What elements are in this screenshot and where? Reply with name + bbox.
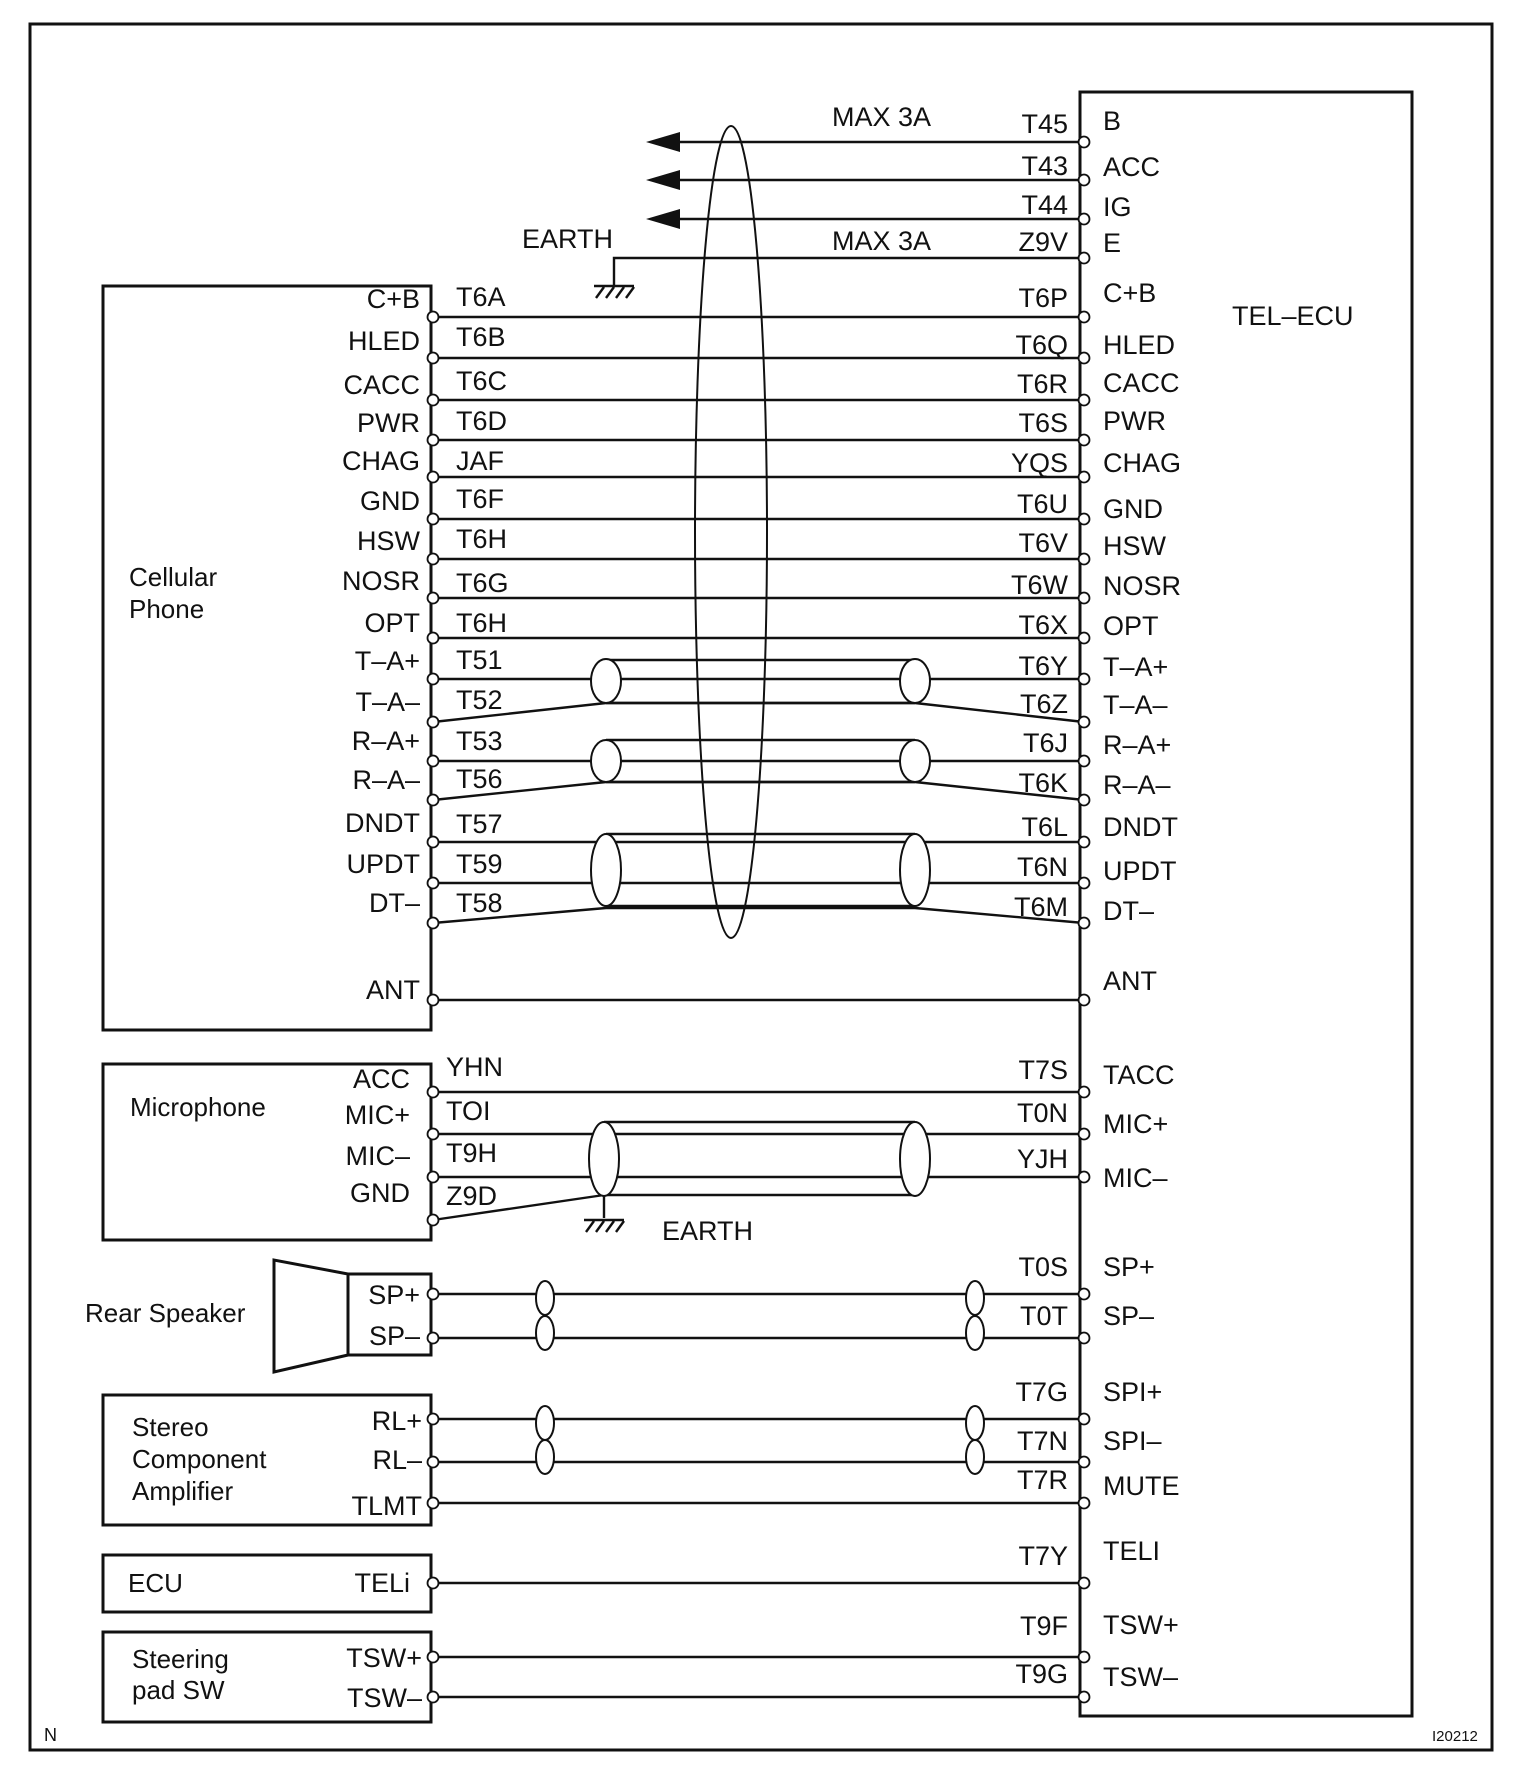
corner-mark: N [44,1725,57,1745]
phone-pin-name-r-a: R–A+ [351,726,420,756]
mic-wire-code-acc: YHN [446,1052,504,1082]
ecu-pin-code-gnd: T6U [1016,489,1068,519]
terminal-dot [428,717,439,728]
terminal-dot [1079,593,1090,604]
ecu-pin-teli: TELi [354,1568,410,1598]
ecu-pin-code-hsw: T6V [1018,528,1068,558]
ecu-pin-name-dndt: DNDT [1103,812,1178,842]
microphone-pins [345,1052,503,1226]
phone-wire-code-hled: T6B [456,322,506,352]
ecu-pin-code-acc: T43 [1021,151,1068,181]
speaker-icon [274,1260,348,1372]
terminal-dot [428,1172,439,1183]
ecu-pin-code-r-a: T6J [1022,728,1068,758]
ecu-pin-name-r-a: R–A+ [1103,730,1172,760]
peripheral-pins [346,1280,438,1713]
terminal-dot [1079,514,1090,525]
phone-pin-name-hled: HLED [347,326,420,356]
ecu-pin-name-mic: MIC– [1103,1163,1168,1193]
ecu-pin-code-sp: T0S [1018,1252,1068,1282]
ecu-pin-name-sp: SP+ [1103,1252,1155,1282]
ecu-pin-name-pwr: PWR [1103,406,1166,436]
ecu-pin-name-mute: MUTE [1103,1471,1180,1501]
terminal-dot [428,995,439,1006]
diagram-frame [30,24,1492,1750]
ecu-pin-code-mic: YJH [1016,1144,1068,1174]
phone-pin-name-c-b: C+B [366,284,420,314]
phone-wire-code-t-a: T52 [456,685,503,715]
terminal-dot [428,1692,439,1703]
phone-wire-code-dt: T58 [456,888,503,918]
ecu-pin-code-chag: YQS [1010,448,1068,478]
ecu-pin-code-tsw: T9F [1019,1611,1068,1641]
arrow-left-icon [646,132,680,152]
phone-pin-name-r-a: R–A– [352,765,420,795]
terminal-dot [1079,353,1090,364]
ecu-pin-code-opt: T6X [1018,610,1068,640]
speaker-pin-sp: SP– [368,1321,420,1351]
ecu-pin-name-ant: ANT [1103,966,1157,996]
power-lines [614,132,1084,286]
ecu-pin-name-opt: OPT [1103,611,1159,641]
terminal-dot [428,1498,439,1509]
terminal-dot [428,918,439,929]
ecu-title: ECU [128,1568,183,1598]
ecu-pin-code-spi: T7N [1016,1426,1068,1456]
ecu-pin-code-pwr: T6S [1018,408,1068,438]
ecu-pin-code-dt: T6M [1014,892,1068,922]
terminal-dot [428,1129,439,1140]
ecu-pin-code-c-b: T6P [1018,283,1068,313]
amp-pin-rl: RL– [372,1445,422,1475]
mic-wire-code-mic: TOI [446,1096,491,1126]
terminal-dot [428,514,439,525]
phone-wire-code-pwr: T6D [456,406,508,436]
ecu-pin-code-mute: T7R [1016,1465,1068,1495]
steering-sw-title: Steering pad SW [132,1644,229,1705]
arrow-left-icon [646,209,680,229]
terminal-dot [1079,795,1090,806]
terminal-dot [1079,756,1090,767]
stereo-amp-wires [433,1406,1084,1503]
earth-label-mic: EARTH [662,1216,754,1246]
ecu-pin-name-tsw: TSW+ [1103,1610,1179,1640]
phone-pin-name-pwr: PWR [357,408,420,438]
phone-pin-name-gnd: GND [360,486,420,516]
ecu-pin-code-t-a: T6Y [1018,651,1068,681]
terminal-dot [428,353,439,364]
max-3a-label-e: MAX 3A [832,226,932,256]
phone-pin-name-dt: DT– [368,888,420,918]
terminal-dot [1079,554,1090,565]
ecu-pin-name-tsw: TSW– [1103,1662,1179,1692]
ecu-pin-code-cacc: T6R [1016,369,1068,399]
ecu-pin-code-t-a: T6Z [1019,689,1068,719]
terminal-dot [428,312,439,323]
terminal-dot [428,837,439,848]
phone-wire-code-t-a: T51 [456,645,503,675]
steering-pin-tsw: TSW– [346,1683,422,1713]
mic-pin-name-mic: MIC– [345,1141,410,1171]
terminal-dot [1079,1289,1090,1300]
phone-pin-name-t-a: T–A+ [354,646,420,676]
ecu-pin-name-tacc: TACC [1103,1060,1175,1090]
stereo-amp-title: Stereo Component Amplifier [132,1412,267,1506]
phone-pin-name-cacc: CACC [343,370,420,400]
terminal-dot [1079,717,1090,728]
ecu-pin-name-gnd: GND [1103,494,1163,524]
ecu-pin-name-teli: TELI [1103,1536,1161,1566]
terminal-dot [1079,837,1090,848]
terminal-dot [1079,214,1090,225]
terminal-dot [1079,1333,1090,1344]
ecu-pin-code-hled: T6Q [1015,330,1068,360]
phone-wire-code-cacc: T6C [456,366,508,396]
phone-pin-name-hsw: HSW [357,526,420,556]
ecu-pin-code-e: Z9V [1018,227,1068,257]
ecu-pin-code-tsw: T9G [1015,1659,1068,1689]
ecu-pin-name-chag: CHAG [1103,448,1182,478]
steering-pin-tsw: TSW+ [346,1643,422,1673]
terminal-dot [428,435,439,446]
ecu-pin-name-spi: SPI– [1103,1426,1162,1456]
phone-wires [433,317,1084,1000]
ecu-pin-name-ig: IG [1103,192,1132,222]
phone-wire-code-c-b: T6A [456,282,506,312]
tel-ecu-title: TEL–ECU [1232,301,1354,331]
mic-pin-name-mic: MIC+ [344,1100,410,1130]
microphone-wires [433,1092,1084,1220]
ecu-pin-name-spi: SPI+ [1103,1377,1163,1407]
ecu-pin-code-sp: T0T [1019,1301,1068,1331]
terminal-dot [428,554,439,565]
phone-pin-name-ant: ANT [366,975,420,1005]
terminal-dot [1079,435,1090,446]
diagram-id: I20212 [1432,1728,1478,1745]
rear-speaker-title: Rear Speaker [85,1298,246,1328]
shielded-cable-t-a [591,659,930,703]
terminal-dot [428,756,439,767]
terminal-dot [1079,633,1090,644]
terminal-dot [428,593,439,604]
terminal-dot [1079,1087,1090,1098]
terminal-dot [428,633,439,644]
terminal-dot [428,1215,439,1226]
terminal-dot [428,878,439,889]
phone-pin-name-chag: CHAG [341,446,420,476]
terminal-dot [1079,1652,1090,1663]
ecu-pin-name-updt: UPDT [1103,856,1177,886]
terminal-dot [1079,995,1090,1006]
terminal-dot [428,1289,439,1300]
ecu-pin-code-ig: T44 [1021,190,1068,220]
ecu-pin-code-r-a: T6K [1018,768,1068,798]
earth-label-top: EARTH [522,224,614,254]
max-3a-label-b: MAX 3A [832,102,932,132]
ecu-pin-code-mic: T0N [1016,1098,1068,1128]
shielded-cable-data [591,834,930,906]
earth-symbol-icon [594,286,634,298]
harness-bundle-outline [695,126,767,938]
ecu-pin-name-dt: DT– [1103,896,1155,926]
mic-pin-name-acc: ACC [352,1064,410,1094]
ecu-pin-name-nosr: NOSR [1103,571,1182,601]
cellular-phone-pins [342,282,509,1006]
phone-wire-code-hsw: T6H [456,524,508,554]
speaker-pin-sp: SP+ [368,1280,420,1310]
ecu-pin-name-mic: MIC+ [1103,1109,1169,1139]
phone-wire-code-r-a: T53 [456,726,503,756]
terminal-dot [428,395,439,406]
terminal-dot [1079,1457,1090,1468]
ecu-pin-code-teli: T7Y [1018,1541,1068,1571]
ecu-pin-name-b: B [1103,106,1122,136]
ecu-pin-name-t-a: T–A– [1103,690,1168,720]
terminal-dot [428,1414,439,1425]
terminal-dot [428,795,439,806]
phone-wire-code-chag: JAF [456,446,505,476]
terminal-dot [428,1087,439,1098]
ecu-pin-name-hled: HLED [1103,330,1176,360]
phone-pin-name-updt: UPDT [346,849,420,879]
terminal-dot [428,674,439,685]
ecu-pin-name-r-a: R–A– [1103,770,1171,800]
arrow-left-icon [646,170,680,190]
ecu-pin-code-tacc: T7S [1018,1055,1068,1085]
terminal-dot [1079,395,1090,406]
cellular-phone-title: Cellular Phone [129,562,218,624]
phone-wire-code-updt: T59 [456,849,503,879]
speaker-wires [433,1281,1084,1350]
terminal-dot [1079,1172,1090,1183]
phone-wire-code-dndt: T57 [456,809,503,839]
ecu-pin-code-b: T45 [1021,109,1068,139]
ecu-pin-name-e: E [1103,228,1122,258]
terminal-dot [1079,1692,1090,1703]
mic-wire-code-gnd: Z9D [446,1181,498,1211]
ecu-pin-code-nosr: T6W [1011,570,1068,600]
mic-wire-code-mic: T9H [446,1138,498,1168]
terminal-dot [1079,253,1090,264]
earth-symbol-icon [584,1220,624,1232]
terminal-dot [1079,1129,1090,1140]
terminal-dot [428,1457,439,1468]
terminal-dot [1079,918,1090,929]
amp-pin-rl: RL+ [371,1406,422,1436]
phone-wire-code-r-a: T56 [456,764,503,794]
terminal-dot [428,1578,439,1589]
ecu-pin-name-c-b: C+B [1103,278,1157,308]
mic-pin-name-gnd: GND [350,1178,410,1208]
phone-pin-name-opt: OPT [364,608,420,638]
ecu-steering-wires [433,1583,1084,1697]
ecu-pin-code-dndt: T6L [1021,812,1068,842]
phone-pin-name-nosr: NOSR [341,566,420,596]
ecu-pin-code-spi: T7G [1015,1377,1068,1407]
ecu-pin-name-sp: SP– [1103,1301,1155,1331]
phone-pin-name-t-a: T–A– [355,687,420,717]
ecu-pin-name-cacc: CACC [1103,368,1180,398]
terminal-dot [1079,878,1090,889]
terminal-dot [428,472,439,483]
terminal-dot [1079,137,1090,148]
terminal-dot [1079,674,1090,685]
phone-pin-name-dndt: DNDT [345,808,420,838]
ecu-pin-name-t-a: T–A+ [1103,652,1169,682]
terminal-dot [1079,1578,1090,1589]
phone-wire-code-gnd: T6F [456,484,505,514]
microphone-title: Microphone [130,1092,266,1122]
terminal-dot [428,1333,439,1344]
terminal-dot [1079,1414,1090,1425]
terminal-dot [428,1652,439,1663]
amp-pin-tlmt: TLMT [351,1491,422,1521]
terminal-dot [1079,1498,1090,1509]
terminal-dot [1079,312,1090,323]
phone-wire-code-opt: T6H [456,608,508,638]
terminal-dot [1079,472,1090,483]
ecu-pin-code-updt: T6N [1016,852,1068,882]
phone-wire-code-nosr: T6G [456,568,509,598]
terminal-dot [1079,175,1090,186]
ecu-pin-name-acc: ACC [1103,152,1161,182]
ecu-pin-name-hsw: HSW [1103,531,1166,561]
